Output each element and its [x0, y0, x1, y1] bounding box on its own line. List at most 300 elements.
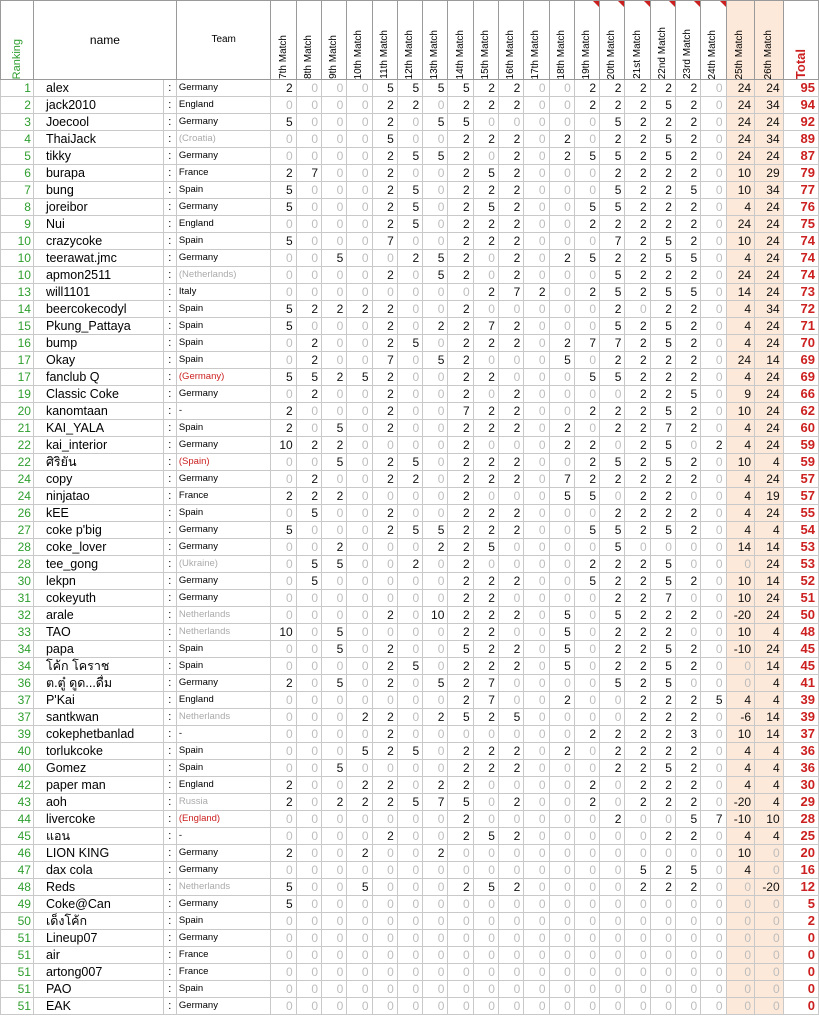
name-cell: dax cola — [33, 862, 163, 879]
score-cell: 5 — [322, 556, 347, 573]
score-cell: 0 — [498, 301, 523, 318]
score-cell: 0 — [397, 811, 422, 828]
rank-cell: 24 — [1, 471, 34, 488]
score-cell: 0 — [397, 488, 422, 505]
score-cell: 0 — [701, 403, 726, 420]
score-cell: 0 — [675, 539, 700, 556]
score-cell: 5 — [296, 556, 321, 573]
score-cell: 2 — [271, 80, 296, 97]
total-cell: 0 — [783, 981, 818, 998]
score-cell: 0 — [347, 930, 372, 947]
separator: : — [163, 216, 176, 233]
team-cell: (Ukraine) — [176, 556, 271, 573]
score-cell: 0 — [347, 182, 372, 199]
score-cell: 0 — [701, 471, 726, 488]
table-row — [1, 862, 819, 879]
score-cell: 0 — [498, 556, 523, 573]
score-cell: 2 — [448, 624, 473, 641]
score-cell: 9 — [726, 386, 755, 403]
score-cell: 2 — [397, 250, 422, 267]
score-cell: 5 — [448, 794, 473, 811]
score-cell: 0 — [549, 539, 574, 556]
score-cell: 0 — [473, 794, 498, 811]
score-cell: 0 — [397, 828, 422, 845]
table-row — [1, 471, 819, 488]
score-cell: 0 — [423, 182, 448, 199]
score-cell: 0 — [372, 896, 397, 913]
score-cell: 14 — [755, 352, 784, 369]
score-cell: 0 — [347, 318, 372, 335]
score-cell: 2 — [600, 131, 625, 148]
score-cell: 0 — [755, 896, 784, 913]
score-cell: 24 — [726, 216, 755, 233]
score-cell: 0 — [322, 471, 347, 488]
score-cell: 0 — [271, 505, 296, 522]
score-cell: 0 — [473, 556, 498, 573]
score-cell: 7 — [650, 590, 675, 607]
table-row — [1, 199, 819, 216]
score-cell: 2 — [625, 471, 650, 488]
score-cell: 0 — [524, 709, 549, 726]
score-cell: 5 — [498, 709, 523, 726]
score-cell: 2 — [473, 641, 498, 658]
separator: : — [163, 709, 176, 726]
score-cell: 0 — [549, 573, 574, 590]
name-cell: ThaiJack — [33, 131, 163, 148]
rank-cell: 33 — [1, 624, 34, 641]
score-cell: 5 — [423, 250, 448, 267]
score-cell: 0 — [372, 845, 397, 862]
score-cell: 2 — [271, 420, 296, 437]
score-cell: 2 — [372, 165, 397, 182]
score-cell: 0 — [372, 590, 397, 607]
score-cell: 2 — [448, 182, 473, 199]
score-cell: 0 — [726, 913, 755, 930]
score-cell: 5 — [600, 522, 625, 539]
score-cell: 5 — [397, 454, 422, 471]
score-cell: 2 — [650, 607, 675, 624]
name-cell: Gomez — [33, 760, 163, 777]
score-cell: 2 — [625, 131, 650, 148]
score-cell: 2 — [448, 250, 473, 267]
score-cell: 4 — [755, 522, 784, 539]
rank-cell: 15 — [1, 318, 34, 335]
total-cell: 0 — [783, 947, 818, 964]
score-cell: 0 — [524, 267, 549, 284]
score-cell: 7 — [473, 692, 498, 709]
separator: : — [163, 182, 176, 199]
score-cell: 10 — [726, 233, 755, 250]
score-cell: 0 — [625, 896, 650, 913]
score-cell: 2 — [473, 522, 498, 539]
score-cell: 0 — [473, 913, 498, 930]
score-cell: 0 — [347, 165, 372, 182]
score-cell: 14 — [755, 539, 784, 556]
score-cell: 2 — [625, 573, 650, 590]
score-cell: 0 — [347, 233, 372, 250]
name-cell: teerawat.jmc — [33, 250, 163, 267]
rank-cell: 28 — [1, 556, 34, 573]
score-cell: 5 — [549, 488, 574, 505]
score-cell: 2 — [448, 267, 473, 284]
score-cell: 0 — [372, 811, 397, 828]
score-cell: 2 — [372, 403, 397, 420]
team-cell: Spain — [176, 641, 271, 658]
score-cell: 0 — [372, 862, 397, 879]
score-cell: 0 — [296, 182, 321, 199]
team-cell: Spain — [176, 658, 271, 675]
name-cell: air — [33, 947, 163, 964]
score-cell: 0 — [574, 692, 599, 709]
score-cell: 0 — [574, 624, 599, 641]
score-cell: 2 — [498, 165, 523, 182]
score-cell: 0 — [397, 352, 422, 369]
score-cell: 0 — [397, 420, 422, 437]
name-cell: tikky — [33, 148, 163, 165]
score-cell: 2 — [322, 488, 347, 505]
score-cell: 0 — [271, 998, 296, 1015]
total-cell: 77 — [783, 182, 818, 199]
score-cell: 5 — [549, 607, 574, 624]
score-cell: 0 — [423, 301, 448, 318]
score-cell: 2 — [675, 760, 700, 777]
score-cell: 0 — [423, 284, 448, 301]
score-cell: 0 — [574, 658, 599, 675]
table-row — [1, 726, 819, 743]
score-cell: 2 — [473, 97, 498, 114]
score-cell: 2 — [650, 386, 675, 403]
score-cell: 0 — [726, 964, 755, 981]
score-cell: 0 — [271, 726, 296, 743]
score-cell: 4 — [726, 250, 755, 267]
score-cell: 4 — [726, 862, 755, 879]
score-cell: 2 — [650, 182, 675, 199]
separator: : — [163, 658, 176, 675]
separator: : — [163, 301, 176, 318]
score-cell: 34 — [755, 182, 784, 199]
score-cell: 2 — [498, 199, 523, 216]
score-cell: 2 — [448, 437, 473, 454]
score-cell: 4 — [726, 760, 755, 777]
score-cell: 2 — [600, 811, 625, 828]
score-cell: 0 — [322, 352, 347, 369]
name-cell: kEE — [33, 505, 163, 522]
score-cell: 0 — [524, 811, 549, 828]
score-cell: 0 — [322, 607, 347, 624]
table-row — [1, 284, 819, 301]
name-cell: santkwan — [33, 709, 163, 726]
score-cell: 2 — [675, 216, 700, 233]
score-cell: 10 — [755, 811, 784, 828]
score-cell: 0 — [574, 114, 599, 131]
score-cell: 5 — [600, 318, 625, 335]
score-cell: 0 — [524, 182, 549, 199]
separator: : — [163, 454, 176, 471]
score-cell: 0 — [347, 692, 372, 709]
score-cell: 2 — [574, 437, 599, 454]
score-cell: 2 — [296, 352, 321, 369]
score-cell: 2 — [625, 505, 650, 522]
team-cell: - — [176, 403, 271, 420]
score-cell: 0 — [397, 879, 422, 896]
score-cell: 0 — [322, 964, 347, 981]
score-cell: 0 — [271, 658, 296, 675]
score-cell: 0 — [574, 505, 599, 522]
score-cell: 2 — [296, 386, 321, 403]
score-cell: 2 — [650, 828, 675, 845]
score-cell: 0 — [423, 930, 448, 947]
score-cell: 5 — [600, 114, 625, 131]
score-cell: 0 — [322, 862, 347, 879]
separator: : — [163, 335, 176, 352]
score-cell: 2 — [600, 505, 625, 522]
score-cell: 0 — [549, 182, 574, 199]
score-cell: 2 — [675, 420, 700, 437]
score-cell: 0 — [296, 658, 321, 675]
score-cell: 0 — [524, 658, 549, 675]
table-row — [1, 454, 819, 471]
score-cell: 2 — [600, 658, 625, 675]
score-cell: 2 — [448, 471, 473, 488]
score-cell: 0 — [372, 624, 397, 641]
score-cell: 0 — [675, 947, 700, 964]
score-cell: 0 — [726, 930, 755, 947]
score-cell: 0 — [372, 879, 397, 896]
score-cell: 0 — [271, 131, 296, 148]
separator: : — [163, 981, 176, 998]
score-cell: 0 — [322, 845, 347, 862]
score-cell: 0 — [347, 250, 372, 267]
team-cell: France — [176, 947, 271, 964]
score-cell: 0 — [322, 947, 347, 964]
score-cell: 0 — [701, 777, 726, 794]
score-cell: 2 — [625, 437, 650, 454]
score-cell: 0 — [625, 301, 650, 318]
score-cell: 0 — [347, 403, 372, 420]
score-cell: 2 — [448, 658, 473, 675]
score-cell: 0 — [549, 777, 574, 794]
score-cell: 0 — [701, 607, 726, 624]
score-cell: 0 — [322, 80, 347, 97]
score-cell: 0 — [473, 267, 498, 284]
separator: : — [163, 522, 176, 539]
score-cell: 24 — [755, 216, 784, 233]
score-cell: 0 — [322, 284, 347, 301]
score-cell: 0 — [600, 930, 625, 947]
score-cell: 2 — [448, 505, 473, 522]
score-cell: 0 — [524, 148, 549, 165]
score-cell: 7 — [498, 284, 523, 301]
score-cell: 2 — [675, 505, 700, 522]
team-cell: Germany — [176, 250, 271, 267]
score-cell: 0 — [701, 488, 726, 505]
total-cell: 50 — [783, 607, 818, 624]
score-cell: 0 — [423, 386, 448, 403]
score-cell: 2 — [549, 335, 574, 352]
score-cell: 2 — [574, 97, 599, 114]
score-cell: 2 — [625, 743, 650, 760]
score-cell: 2 — [271, 403, 296, 420]
score-cell: 2 — [372, 726, 397, 743]
score-cell: 0 — [701, 845, 726, 862]
score-cell: 2 — [625, 386, 650, 403]
score-cell: 0 — [423, 420, 448, 437]
score-cell: 2 — [600, 80, 625, 97]
score-cell: 0 — [524, 624, 549, 641]
team-cell: - — [176, 828, 271, 845]
rank-cell: 31 — [1, 590, 34, 607]
score-cell: 2 — [675, 743, 700, 760]
total-cell: 48 — [783, 624, 818, 641]
rank-cell: 45 — [1, 828, 34, 845]
score-cell: 0 — [448, 981, 473, 998]
score-cell: 2 — [675, 692, 700, 709]
total-cell: 36 — [783, 743, 818, 760]
table-row — [1, 573, 819, 590]
score-cell: 2 — [498, 743, 523, 760]
team-cell: (Croatia) — [176, 131, 271, 148]
team-cell: Germany — [176, 539, 271, 556]
score-cell: 24 — [726, 80, 755, 97]
score-cell: 0 — [524, 250, 549, 267]
team-cell: Germany — [176, 573, 271, 590]
score-cell: 0 — [675, 437, 700, 454]
score-cell: 5 — [448, 641, 473, 658]
score-cell: 4 — [726, 828, 755, 845]
match-header: 19th Match — [574, 1, 599, 80]
score-cell: 0 — [423, 913, 448, 930]
score-cell: 0 — [701, 165, 726, 182]
team-cell: England — [176, 97, 271, 114]
score-cell: 2 — [448, 369, 473, 386]
name-cell: TAO — [33, 624, 163, 641]
name-cell: tee_gong — [33, 556, 163, 573]
score-cell: 0 — [296, 981, 321, 998]
table-row — [1, 488, 819, 505]
score-cell: 0 — [423, 199, 448, 216]
score-cell: 0 — [549, 709, 574, 726]
score-cell: 4 — [726, 471, 755, 488]
score-cell: 0 — [650, 981, 675, 998]
score-cell: 2 — [498, 403, 523, 420]
score-cell: 0 — [322, 692, 347, 709]
score-cell: 0 — [726, 675, 755, 692]
score-cell: 2 — [473, 182, 498, 199]
score-cell: 0 — [473, 148, 498, 165]
score-cell: 0 — [296, 760, 321, 777]
score-cell: 0 — [397, 777, 422, 794]
name-cell: Joecool — [33, 114, 163, 131]
score-cell: 0 — [524, 114, 549, 131]
score-cell: 0 — [397, 505, 422, 522]
score-cell: 0 — [473, 811, 498, 828]
score-cell: 0 — [423, 964, 448, 981]
score-cell: 24 — [755, 114, 784, 131]
score-cell: 4 — [726, 199, 755, 216]
total-cell: 66 — [783, 386, 818, 403]
score-cell: 2 — [372, 794, 397, 811]
score-cell: 2 — [448, 573, 473, 590]
score-cell: 0 — [755, 981, 784, 998]
score-cell: 0 — [322, 879, 347, 896]
score-cell: 0 — [296, 114, 321, 131]
score-cell: 5 — [574, 369, 599, 386]
score-cell: 0 — [296, 947, 321, 964]
total-cell: 30 — [783, 777, 818, 794]
score-cell: 2 — [625, 369, 650, 386]
name-cell: cokephetbanlad — [33, 726, 163, 743]
table-row — [1, 216, 819, 233]
score-cell: 2 — [574, 726, 599, 743]
score-cell: 0 — [701, 726, 726, 743]
score-cell: 2 — [600, 726, 625, 743]
header-row — [1, 1, 819, 80]
score-cell: 0 — [574, 131, 599, 148]
score-cell: 0 — [473, 777, 498, 794]
score-cell: 2 — [473, 760, 498, 777]
score-cell: 0 — [524, 913, 549, 930]
score-cell: 0 — [322, 590, 347, 607]
score-cell: 0 — [322, 505, 347, 522]
team-cell: Germany — [176, 675, 271, 692]
score-cell: 0 — [423, 828, 448, 845]
team-cell: Russia — [176, 794, 271, 811]
score-cell: 0 — [574, 386, 599, 403]
match-header: 9th Match — [322, 1, 347, 80]
score-cell: 0 — [322, 828, 347, 845]
score-cell: 7 — [600, 335, 625, 352]
score-cell: 0 — [397, 981, 422, 998]
score-cell: 0 — [701, 590, 726, 607]
score-cell: 0 — [271, 250, 296, 267]
score-cell: 0 — [701, 794, 726, 811]
score-cell: 0 — [675, 913, 700, 930]
name-cell: kanomtaan — [33, 403, 163, 420]
separator: : — [163, 488, 176, 505]
score-cell: 2 — [675, 148, 700, 165]
score-cell: 2 — [574, 777, 599, 794]
score-cell: 0 — [448, 726, 473, 743]
team-cell: Germany — [176, 148, 271, 165]
score-cell: 5 — [650, 573, 675, 590]
score-cell: 2 — [549, 131, 574, 148]
score-cell: 4 — [726, 318, 755, 335]
team-cell: Italy — [176, 284, 271, 301]
score-cell: 0 — [271, 539, 296, 556]
score-cell: 2 — [625, 267, 650, 284]
separator: : — [163, 607, 176, 624]
score-cell: 2 — [675, 828, 700, 845]
score-cell: 2 — [600, 216, 625, 233]
score-cell: 2 — [322, 437, 347, 454]
score-cell: 0 — [625, 913, 650, 930]
team-cell: (Netherlands) — [176, 267, 271, 284]
name-cell: alex — [33, 80, 163, 97]
score-cell: 2 — [448, 556, 473, 573]
score-cell: 0 — [322, 199, 347, 216]
score-cell: 0 — [524, 471, 549, 488]
score-cell: 2 — [625, 556, 650, 573]
score-cell: 10 — [726, 454, 755, 471]
score-cell: 2 — [448, 335, 473, 352]
score-cell: 2 — [675, 471, 700, 488]
match-header: 12th Match — [397, 1, 422, 80]
table-row — [1, 539, 819, 556]
score-cell: 10 — [726, 590, 755, 607]
score-cell: 2 — [625, 233, 650, 250]
rank-cell: 17 — [1, 352, 34, 369]
score-cell: 0 — [524, 386, 549, 403]
